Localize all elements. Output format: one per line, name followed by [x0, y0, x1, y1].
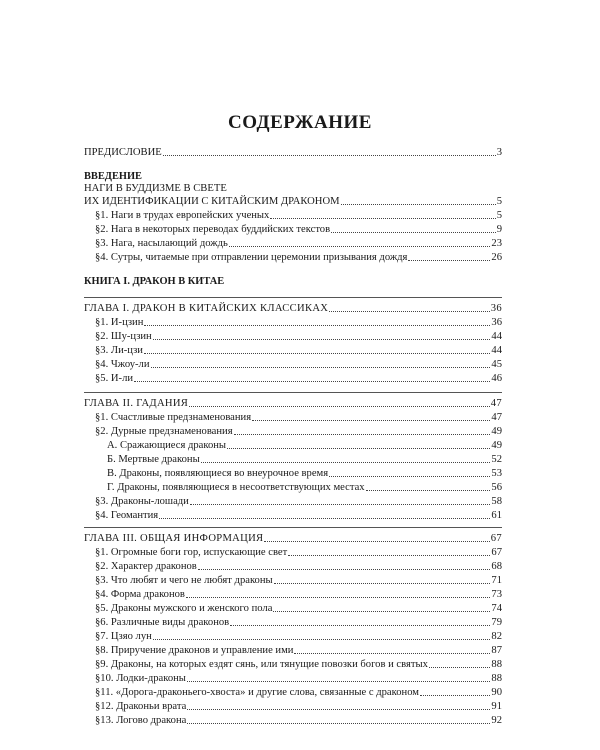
entry-page: 49 — [491, 426, 502, 437]
entry-label: В. Драконы, появляющиеся во внеурочное время — [107, 468, 329, 479]
toc-entry[interactable] — [95, 330, 502, 343]
entry-label: §8. Приручение драконов и управление ими — [95, 645, 294, 656]
leader-dots — [420, 695, 490, 696]
leader-dots — [274, 583, 491, 584]
entry-page: 47 — [491, 412, 502, 423]
leader-dots — [134, 381, 490, 382]
leader-dots — [153, 639, 491, 640]
toc-entry[interactable] — [95, 344, 502, 357]
leader-dots — [294, 653, 490, 654]
entry-page: 79 — [491, 617, 502, 628]
leader-dots — [230, 625, 490, 626]
toc-entry[interactable] — [95, 616, 502, 629]
toc-entry[interactable] — [95, 658, 502, 671]
toc-entry-preface[interactable] — [84, 146, 502, 159]
entry-label: А. Сражающиеся драконы — [107, 440, 227, 451]
leader-dots — [187, 681, 490, 682]
toc-entry[interactable] — [95, 316, 502, 329]
entry-label: §1. Наги в трудах европейских ученых — [95, 210, 270, 221]
leader-dots — [288, 555, 490, 556]
entry-page: 9 — [496, 224, 502, 235]
leader-dots — [201, 462, 491, 463]
intro-heading: ВВЕДЕНИЕ — [84, 171, 142, 182]
entry-label: §3. Нага, насылающий дождь — [95, 238, 228, 249]
book-heading: КНИГА I. ДРАКОН В КИТАЕ — [84, 276, 225, 287]
leader-dots — [198, 569, 491, 570]
toc-entry[interactable] — [107, 467, 502, 480]
page-title: СОДЕРЖАНИЕ — [228, 112, 372, 133]
toc-entry-chapter-2[interactable] — [84, 397, 502, 410]
entry-page: 68 — [491, 561, 502, 572]
entry-page: 44 — [491, 345, 502, 356]
leader-dots — [189, 406, 490, 407]
toc-entry-intro[interactable] — [84, 195, 502, 208]
intro-title-line1: НАГИ В БУДДИЗМЕ В СВЕТЕ — [84, 183, 227, 194]
entry-label: ГЛАВА I. ДРАКОН В КИТАЙСКИХ КЛАССИКАХ — [84, 303, 329, 314]
leader-dots — [408, 260, 490, 261]
leader-dots — [163, 155, 496, 156]
leader-dots — [234, 434, 491, 435]
entry-label: ГЛАВА II. ГАДАНИЯ — [84, 398, 189, 409]
toc-entry[interactable] — [95, 644, 502, 657]
entry-label: §7. Цзяо лун — [95, 631, 152, 642]
entry-label: §3. Что любят и чего не любят драконы — [95, 575, 273, 586]
entry-page: 92 — [491, 715, 502, 726]
toc-entry[interactable] — [95, 672, 502, 685]
entry-label: §2. Характер драконов — [95, 561, 197, 572]
entry-label: Б. Мертвые драконы — [107, 454, 200, 465]
toc-entry[interactable] — [95, 574, 502, 587]
entry-label: §4. Геомантия — [95, 510, 159, 521]
toc-entry[interactable] — [95, 509, 502, 522]
entry-page: 73 — [491, 589, 502, 600]
toc-entry[interactable] — [95, 251, 502, 264]
leader-dots — [229, 246, 491, 247]
toc-entry[interactable] — [95, 372, 502, 385]
toc-entry[interactable] — [107, 481, 502, 494]
entry-label: §10. Лодки-драконы — [95, 673, 186, 684]
entry-label: §2. Шу-цзин — [95, 331, 152, 342]
toc-entry[interactable] — [95, 560, 502, 573]
entry-page: 61 — [491, 510, 502, 521]
divider — [84, 297, 502, 298]
entry-page: 5 — [496, 196, 502, 207]
entry-label: §2. Дурные предзнаменования — [95, 426, 233, 437]
entry-label: §2. Нага в некоторых переводах буддийских текстов — [95, 224, 331, 235]
toc-entry[interactable] — [95, 209, 502, 222]
leader-dots — [273, 611, 490, 612]
entry-page: 74 — [491, 603, 502, 614]
toc-entry[interactable] — [107, 439, 502, 452]
toc-entry[interactable] — [95, 411, 502, 424]
leader-dots — [341, 204, 496, 205]
toc-entry[interactable] — [95, 237, 502, 250]
entry-label: §5. Драконы мужского и женского пола — [95, 603, 273, 614]
entry-label: ИХ ИДЕНТИФИКАЦИИ С КИТАЙСКИМ ДРАКОНОМ — [84, 196, 340, 207]
leader-dots — [151, 367, 491, 368]
entry-label: ГЛАВА III. ОБЩАЯ ИНФОРМАЦИЯ — [84, 533, 264, 544]
entry-label: §12. Драконьи врата — [95, 701, 187, 712]
leader-dots — [190, 504, 491, 505]
entry-label: Г. Драконы, появляющиеся в несоответствующих местах — [107, 482, 365, 493]
entry-page: 87 — [491, 645, 502, 656]
toc-entry[interactable] — [95, 546, 502, 559]
leader-dots — [429, 667, 490, 668]
entry-page: 49 — [491, 440, 502, 451]
entry-label: §13. Логово дракона — [95, 715, 187, 726]
leader-dots — [329, 311, 490, 312]
entry-label: §11. «Дорога-драконьего-хвоста» и другие слова, связанные с драконом — [95, 687, 419, 698]
toc-entry[interactable] — [95, 630, 502, 643]
entry-page: 67 — [491, 547, 502, 558]
entry-page: 47 — [490, 398, 502, 409]
entry-label: §4. Форма драконов — [95, 589, 185, 600]
entry-page: 5 — [496, 210, 502, 221]
leader-dots — [159, 518, 490, 519]
entry-page: 52 — [491, 454, 502, 465]
leader-dots — [264, 541, 489, 542]
toc-entry[interactable] — [95, 358, 502, 371]
leader-dots — [227, 448, 490, 449]
entry-label: §4. Чжоу-ли — [95, 359, 150, 370]
entry-page: 88 — [491, 659, 502, 670]
toc-entry[interactable] — [95, 714, 502, 727]
leader-dots — [252, 420, 490, 421]
entry-label: §1. Счастливые предзнаменования — [95, 412, 252, 423]
leader-dots — [187, 723, 490, 724]
leader-dots — [153, 339, 491, 340]
entry-label: §5. И-ли — [95, 373, 134, 384]
entry-label: §3. Драконы-лошади — [95, 496, 189, 507]
entry-page: 82 — [491, 631, 502, 642]
entry-label: §6. Различные виды драконов — [95, 617, 230, 628]
toc-entry[interactable] — [95, 223, 502, 236]
entry-page: 71 — [491, 575, 502, 586]
entry-page: 88 — [491, 673, 502, 684]
toc-entry[interactable] — [95, 602, 502, 615]
entry-page: 90 — [491, 687, 502, 698]
entry-label: §9. Драконы, на которых ездят сянь, или тянущие повозки богов и святых — [95, 659, 428, 670]
entry-page: 56 — [491, 482, 502, 493]
toc-entry[interactable] — [95, 425, 502, 438]
entry-page: 44 — [491, 331, 502, 342]
entry-label: §4. Сутры, читаемые при отправлении церемонии призывания дождя — [95, 252, 408, 263]
entry-page: 3 — [496, 147, 502, 158]
leader-dots — [144, 353, 490, 354]
toc-entry[interactable] — [107, 453, 502, 466]
toc-entry[interactable] — [95, 700, 502, 713]
entry-label: §1. И-цзин — [95, 317, 144, 328]
toc-entry[interactable] — [95, 686, 502, 699]
toc-entry[interactable] — [95, 495, 502, 508]
leader-dots — [331, 232, 496, 233]
entry-page: 91 — [491, 701, 502, 712]
entry-label: §1. Огромные боги гор, испускающие свет — [95, 547, 288, 558]
leader-dots — [270, 218, 495, 219]
entry-page: 36 — [491, 317, 502, 328]
toc-entry-chapter-1[interactable] — [84, 302, 502, 315]
entry-page: 58 — [491, 496, 502, 507]
leader-dots — [186, 597, 490, 598]
divider — [84, 527, 502, 528]
entry-page: 23 — [491, 238, 502, 249]
entry-page: 26 — [491, 252, 502, 263]
entry-label: §3. Ли-цзи — [95, 345, 143, 356]
divider — [84, 392, 502, 393]
leader-dots — [366, 490, 491, 491]
leader-dots — [187, 709, 490, 710]
toc-entry[interactable] — [95, 588, 502, 601]
toc-entry-chapter-3[interactable] — [84, 532, 502, 545]
leader-dots — [144, 325, 490, 326]
entry-page: 36 — [490, 303, 502, 314]
leader-dots — [329, 476, 490, 477]
entry-page: 67 — [490, 533, 502, 544]
entry-page: 46 — [491, 373, 502, 384]
entry-page: 45 — [491, 359, 502, 370]
entry-page: 53 — [491, 468, 502, 479]
entry-label: ПРЕДИСЛОВИЕ — [84, 147, 162, 158]
